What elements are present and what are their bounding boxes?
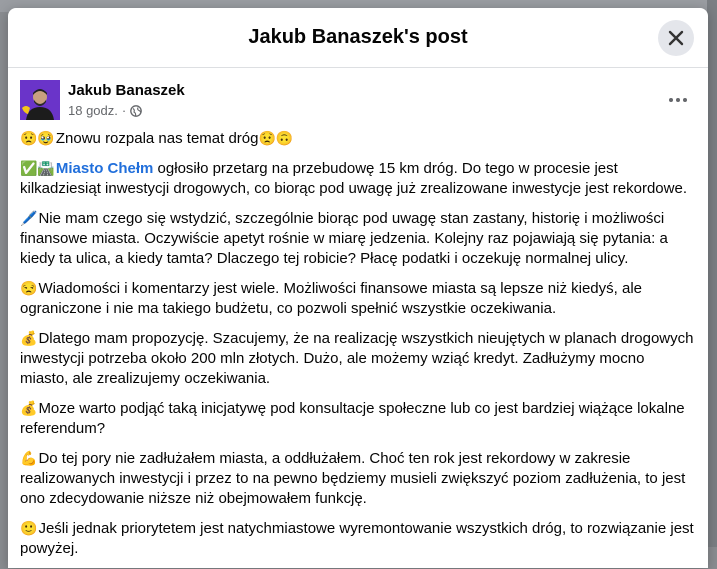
emoji: 💰 [20,400,38,416]
paragraph-text: Nie mam czego się wstydzić, szczególnie biorąc pod uwagę stan zastany, historię i możliwości finansowe miasta. Oczywiście apetyt rośnie w miarę jedzenia. Kolejny raz pojawiają się pytania: a kiedy ta ulica, a kiedy tamta? Dlaczego tej robicie? Płacę podatki i oczekuję normalnej ulicy. [20,210,668,267]
post-paragraph [20,449,696,509]
avatar[interactable] [20,80,60,120]
post-paragraph [20,159,696,199]
more-horizontal-icon [668,97,688,103]
post-header [20,80,696,124]
paragraph-text: Do tej pory nie zadłużałem miasta, a oddłużałem. Choć ten rok jest rekordowy w zakresie realizowanych inwestycji i przez to na pewno będziemy musieli zwiększyć poziom zadłużenia, to jest ono zdecydowanie niższe niż obejmowałem funkcję. [20,450,686,507]
post-paragraph [20,129,696,149]
emoji: 🖊️ [20,210,38,226]
post-dialog [8,8,708,568]
paragraph-text: Wiadomości i komentarzy jest wiele. Możliwości finansowe miasta są lepsze niż kiedyś, ale ograniczone i nie ma takiego budżetu, co pozwoli spełnić wszystkie oczekiwania. [20,280,642,317]
post-time[interactable]: 18 godz. [68,103,118,118]
emoji: 😟🥹 [20,130,55,146]
paragraph-text: Jeśli jednak priorytetem jest natychmiastowe wyremontowanie wszystkich dróg, to rozwiązanie jest powyżej. [20,520,694,557]
emoji: 😒 [20,280,38,296]
post-body [20,129,696,569]
meta-separator: · [121,103,127,118]
close-icon [668,30,684,46]
paragraph-text: Znowu rozpala nas temat dróg [55,130,259,147]
more-options-button[interactable] [664,86,692,114]
paragraph-text: ogłosiło przetarg na przebudowę 15 km dróg. Do tego w procesie jest kilkadziesiąt inwestycji drogowych, co biorąc pod uwagę już zrealizowane inwestycje jest rekordowe. [20,160,687,197]
close-button[interactable] [658,20,694,56]
paragraph-text: Moze warto podjąć taką inicjatywę pod konsultacje społeczne lub co jest bardziej wiążące lokalne referendum? [20,400,685,437]
post-paragraph [20,329,696,389]
background-scrollbar [707,0,717,547]
post-paragraph [20,399,696,439]
emoji: 😟🙃 [258,130,294,146]
dialog-title: Jakub Banaszek's post [248,26,468,48]
post-paragraph [20,279,696,319]
post-meta [68,103,142,118]
emoji: 🙂 [20,520,38,536]
dialog-header [8,8,708,68]
page-mention-link[interactable]: Miasto Chełm [55,160,154,177]
emoji: 💰 [20,330,38,346]
post-paragraph [20,519,696,559]
post-paragraph [20,209,696,269]
author-name[interactable]: Jakub Banaszek [68,82,185,99]
globe-icon[interactable] [130,105,142,117]
emoji: ✅🛣️ [20,160,55,176]
emoji: 💪 [20,450,38,466]
paragraph-text: Dlatego mam propozycję. Szacujemy, że na realizację wszystkich nieujętych w planach drogowych inwestycji potrzeba około 200 mln złotych. Dużo, ale możemy wziąć kredyt. Zadłużymy mocno miasto, ale zrealizujemy oczekiwania. [20,330,694,387]
